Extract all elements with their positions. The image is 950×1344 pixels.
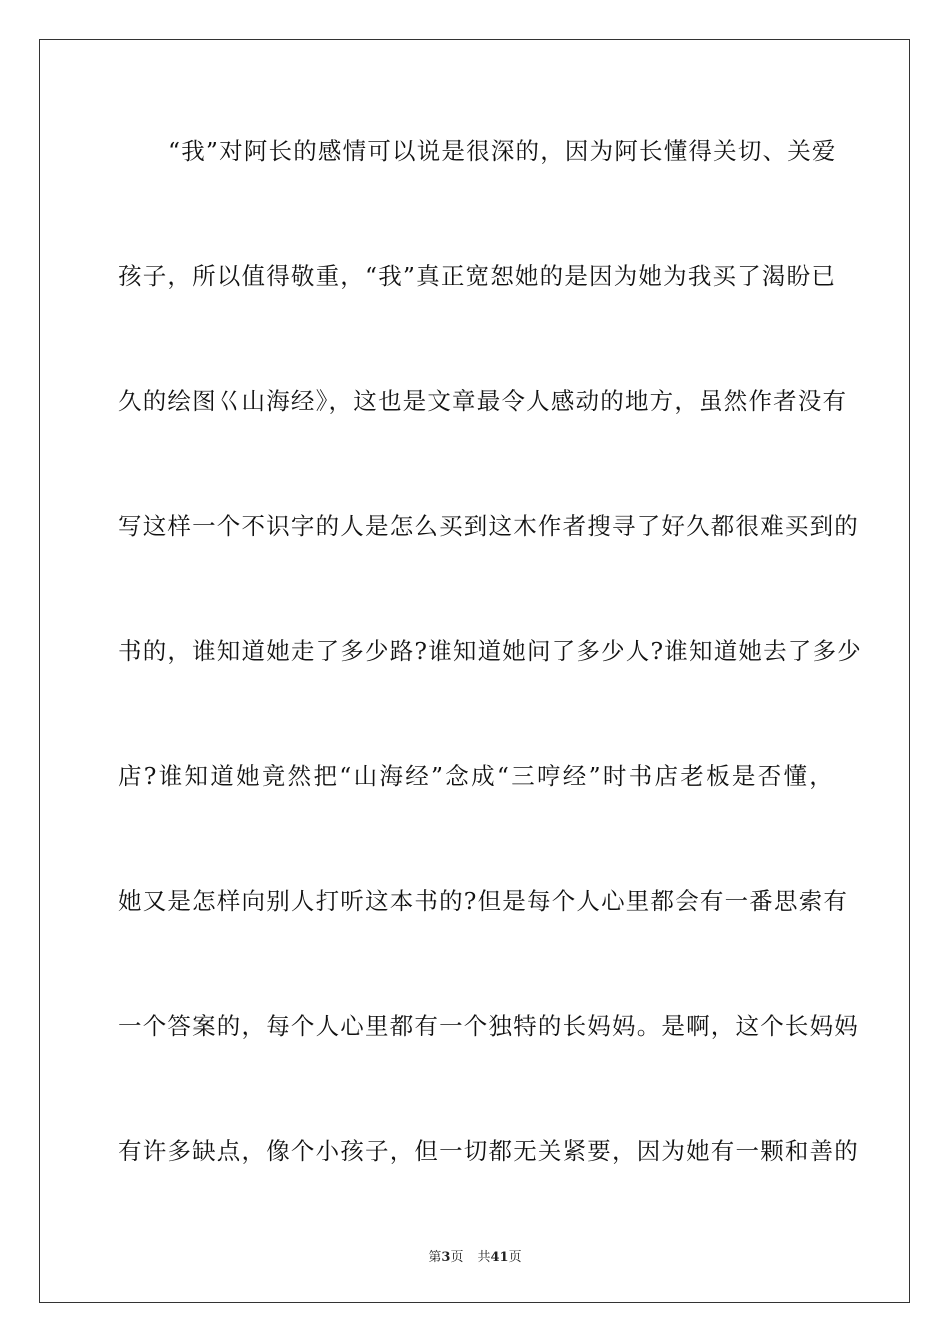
page-suffix: 页: [450, 1250, 464, 1265]
total-prefix: 共: [477, 1250, 491, 1265]
page-prefix: 第: [428, 1250, 442, 1265]
text-line-8: 一个答案的，每个人心里都有一个独特的长妈妈。是啊，这个长妈妈: [118, 1012, 859, 1040]
text-line-6: 店?谁知道她竟然把“山海经”念成“三哼经”时书店老板是否懂，: [118, 762, 834, 790]
text-line-9: 有许多缺点，像个小孩子，但一切都无关紧要，因为她有一颗和善的: [118, 1137, 859, 1165]
text-line-1: “我”对阿长的感情可以说是很深的，因为阿长懂得关切、关爱: [168, 137, 837, 165]
page-current: 3: [441, 1250, 451, 1265]
body-text: [118, 126, 862, 1251]
page-footer: [0, 1246, 950, 1265]
total-pages: 41: [490, 1250, 509, 1265]
text-line-4: 写这样一个不识字的人是怎么买到这木作者搜寻了好久都很难买到的: [118, 512, 859, 540]
text-line-7: 她又是怎样向别人打听这本书的?但是每个人心里都会有一番思索有: [118, 887, 849, 915]
text-line-5: 书的，谁知道她走了多少路?谁知道她问了多少人?谁知道她去了多少: [118, 637, 862, 665]
text-line-3: 久的绘图巜山海经》，这也是文章最令人感动的地方，虽然作者没有: [118, 387, 848, 415]
text-line-2: 孩子，所以值得敬重，“我”真正宽恕她的是因为她为我买了渴盼已: [118, 262, 837, 290]
total-suffix: 页: [508, 1250, 522, 1265]
